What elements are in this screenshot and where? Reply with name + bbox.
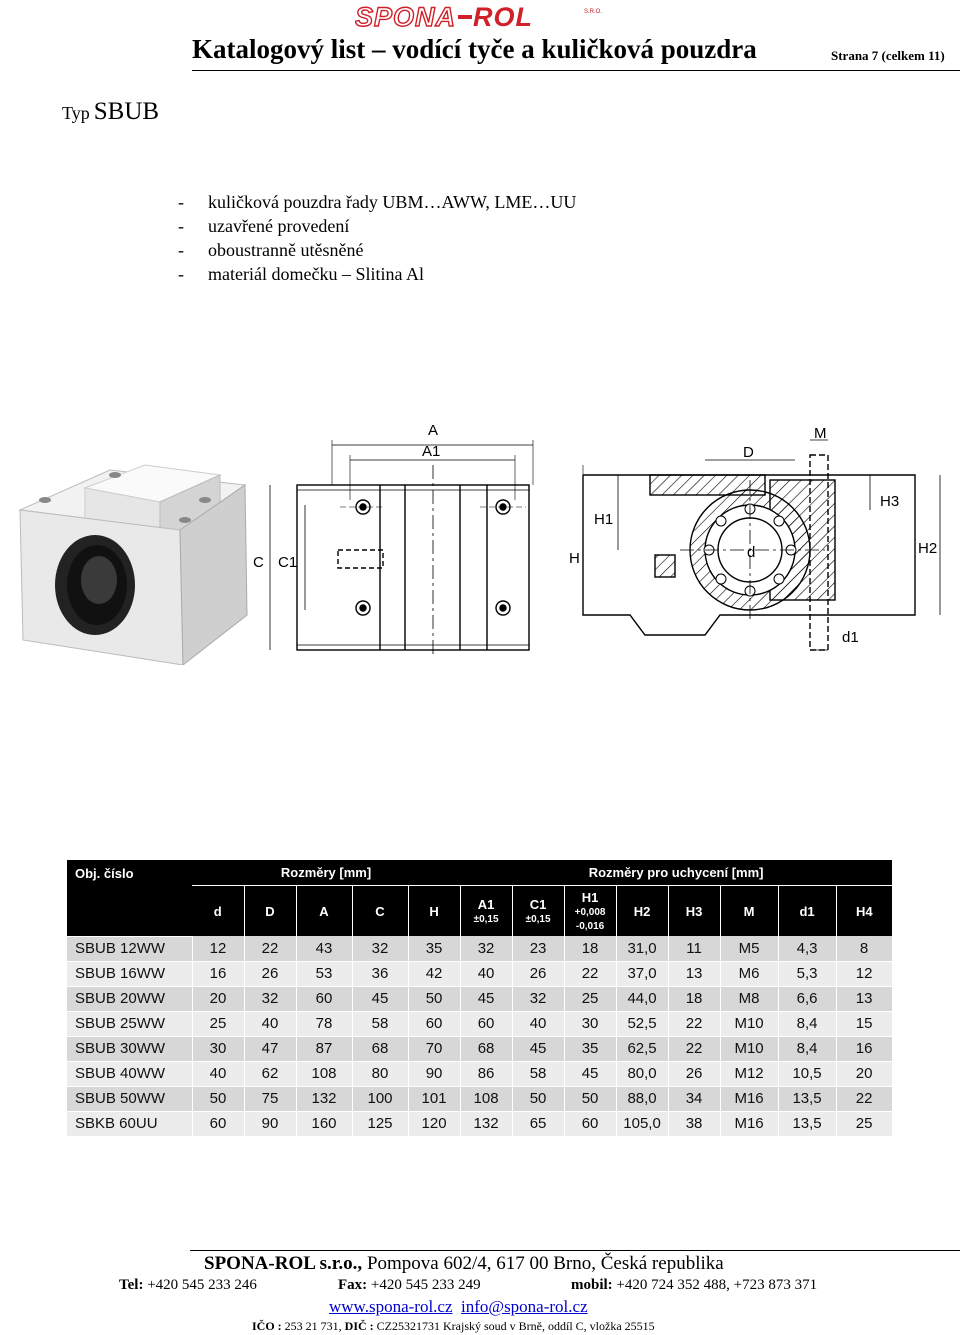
page-number: Strana 7 (celkem 11) (831, 48, 945, 63)
front-view (583, 440, 940, 650)
table-cell: 12 (836, 961, 892, 986)
column-tolerance: -0,016 (575, 920, 605, 932)
feature-item: - kuličková pouzdra řady UBM…AWW, LME…UU (178, 192, 577, 212)
table-cell: 13,5 (778, 1111, 836, 1136)
table-cell: 40 (460, 961, 512, 986)
table-cell: 30 (192, 1036, 244, 1061)
svg-text:SPONA: SPONA (355, 3, 457, 31)
table-cell: M5 (720, 936, 778, 961)
table-cell: 80 (352, 1061, 408, 1086)
table-cell: 60 (564, 1111, 616, 1136)
table-cell: 38 (668, 1111, 720, 1136)
column-header-d1: d1 (778, 886, 836, 937)
table-cell: 60 (408, 1011, 460, 1036)
feature-item: - uzavřené provedení (178, 216, 350, 236)
table-cell: 22 (836, 1086, 892, 1111)
table-cell: 22 (668, 1011, 720, 1036)
table-cell: 108 (296, 1061, 352, 1086)
column-tolerance: ±0,15 (525, 913, 551, 925)
svg-text:H3: H3 (880, 493, 900, 510)
table-cell: 60 (460, 1011, 512, 1036)
product-type-prefix: Typ (62, 103, 90, 123)
product-photo (15, 460, 250, 665)
table-cell: 58 (512, 1061, 564, 1086)
table-cell: 40 (512, 1011, 564, 1036)
table-cell: 11 (668, 936, 720, 961)
table-cell: 35 (408, 936, 460, 961)
table-cell: 45 (460, 986, 512, 1011)
table-cell: 25 (564, 986, 616, 1011)
footer-divider (190, 1250, 960, 1251)
table-cell: 5,3 (778, 961, 836, 986)
svg-text:C1: C1 (278, 554, 298, 571)
part-number-cell: SBUB 30WW (67, 1036, 192, 1061)
header-mounting-dimensions: Rozměry pro uchycení [mm] (460, 860, 892, 886)
specification-table (67, 860, 893, 1137)
table-cell: 108 (460, 1086, 512, 1111)
column-header-a1: A1 ±0,15 (460, 886, 512, 937)
table-cell: 52,5 (616, 1011, 668, 1036)
table-cell: 62,5 (616, 1036, 668, 1061)
svg-text:D: D (743, 444, 754, 461)
table-cell: 22 (668, 1036, 720, 1061)
table-cell: M16 (720, 1111, 778, 1136)
table-row (67, 961, 892, 986)
table-cell: 105,0 (616, 1111, 668, 1136)
table-cell: 88,0 (616, 1086, 668, 1111)
table-cell: 16 (192, 961, 244, 986)
table-cell: 13 (668, 961, 720, 986)
part-number-cell: SBUB 50WW (67, 1086, 192, 1111)
table-cell: 50 (512, 1086, 564, 1111)
table-cell: 60 (192, 1111, 244, 1136)
table-row (67, 1061, 892, 1086)
table-cell: 160 (296, 1111, 352, 1136)
svg-text:A1: A1 (422, 443, 441, 460)
table-cell: 22 (244, 936, 296, 961)
table-cell: 42 (408, 961, 460, 986)
table-cell: 90 (244, 1111, 296, 1136)
svg-text:H1: H1 (594, 511, 614, 528)
column-header-m: M (720, 886, 778, 937)
svg-text:C: C (253, 554, 264, 571)
table-cell: 45 (564, 1061, 616, 1086)
table-cell: 44,0 (616, 986, 668, 1011)
part-number-cell: SBKB 60UU (67, 1111, 192, 1136)
side-view (270, 440, 533, 655)
product-type (62, 98, 159, 126)
table-cell: 25 (192, 1011, 244, 1036)
table-cell: M16 (720, 1086, 778, 1111)
table-row (67, 936, 892, 961)
footer-tel: Tel: +420 545 233 246 (119, 1277, 257, 1293)
table-cell: 101 (408, 1086, 460, 1111)
table-cell: 31,0 (616, 936, 668, 961)
header-divider (192, 70, 960, 71)
table-cell: 60 (296, 986, 352, 1011)
part-number-cell: SBUB 16WW (67, 961, 192, 986)
part-number-cell: SBUB 20WW (67, 986, 192, 1011)
svg-text:H2: H2 (918, 540, 938, 557)
svg-text:A: A (428, 422, 439, 439)
table-cell: 100 (352, 1086, 408, 1111)
column-header-h4: H4 (836, 886, 892, 937)
svg-text:S.R.O.: S.R.O. (584, 9, 603, 15)
header-obj-number: Obj. číslo (67, 860, 192, 936)
table-cell: 86 (460, 1061, 512, 1086)
feature-item: - oboustranně utěsněné (178, 240, 364, 260)
table-cell: 40 (192, 1061, 244, 1086)
table-row (67, 986, 892, 1011)
table-row (67, 1011, 892, 1036)
table-cell: 58 (352, 1011, 408, 1036)
svg-text:d: d (747, 544, 756, 561)
column-header-h2: H2 (616, 886, 668, 937)
table-cell: 37,0 (616, 961, 668, 986)
table-cell: 8 (836, 936, 892, 961)
table-cell: 125 (352, 1111, 408, 1136)
table-row (67, 1036, 892, 1061)
technical-drawing (250, 420, 960, 660)
table-cell: 78 (296, 1011, 352, 1036)
table-row (67, 1086, 892, 1111)
company-logo (355, 3, 605, 31)
table-cell: 12 (192, 936, 244, 961)
table-cell: 47 (244, 1036, 296, 1061)
footer-fax: Fax: +420 545 233 249 (338, 1277, 481, 1293)
column-header-h1: H1 +0,008 -0,016 (564, 886, 616, 937)
svg-text:H: H (569, 550, 580, 567)
column-header-c1: C1 ±0,15 (512, 886, 564, 937)
table-cell: M12 (720, 1061, 778, 1086)
table-cell: 45 (352, 986, 408, 1011)
table-cell: 16 (836, 1036, 892, 1061)
table-cell: 50 (408, 986, 460, 1011)
table-cell: 75 (244, 1086, 296, 1111)
column-header-h: H (408, 886, 460, 937)
table-cell: 132 (460, 1111, 512, 1136)
part-number-cell: SBUB 12WW (67, 936, 192, 961)
table-cell: 62 (244, 1061, 296, 1086)
table-cell: M10 (720, 1036, 778, 1061)
table-cell: 68 (352, 1036, 408, 1061)
table-cell: 70 (408, 1036, 460, 1061)
header-dimensions: Rozměry [mm] (192, 860, 460, 886)
column-tolerance: ±0,15 (473, 913, 499, 925)
table-cell: 13 (836, 986, 892, 1011)
table-cell: 13,5 (778, 1086, 836, 1111)
table-cell: 20 (836, 1061, 892, 1086)
product-type-code: SBUB (93, 98, 160, 125)
table-cell: 8,4 (778, 1011, 836, 1036)
table-cell: 32 (244, 986, 296, 1011)
table-cell: 32 (352, 936, 408, 961)
table-cell: 45 (512, 1036, 564, 1061)
table-cell: 132 (296, 1086, 352, 1111)
table-cell: 6,6 (778, 986, 836, 1011)
table-cell: 120 (408, 1111, 460, 1136)
table-cell: 65 (512, 1111, 564, 1136)
table-cell: 34 (668, 1086, 720, 1111)
svg-text:M: M (814, 425, 827, 442)
table-cell: 26 (512, 961, 564, 986)
table-cell: 15 (836, 1011, 892, 1036)
table-cell: M8 (720, 986, 778, 1011)
table-cell: 18 (564, 936, 616, 961)
email-link[interactable]: info@spona-rol.cz (461, 1297, 588, 1316)
part-number-cell: SBUB 25WW (67, 1011, 192, 1036)
table-cell: 40 (244, 1011, 296, 1036)
table-cell: 23 (512, 936, 564, 961)
table-cell: 36 (352, 961, 408, 986)
table-cell: 22 (564, 961, 616, 986)
table-cell: 10,5 (778, 1061, 836, 1086)
table-cell: M10 (720, 1011, 778, 1036)
table-cell: 4,3 (778, 936, 836, 961)
table-cell: 87 (296, 1036, 352, 1061)
table-cell: 50 (564, 1086, 616, 1111)
table-cell: 35 (564, 1036, 616, 1061)
column-tolerance: +0,008 (574, 906, 606, 918)
table-cell: 32 (512, 986, 564, 1011)
feature-list (178, 190, 576, 286)
column-header-d: D (244, 886, 296, 937)
footer-links (329, 1297, 588, 1317)
table-cell: 18 (668, 986, 720, 1011)
table-cell: 32 (460, 936, 512, 961)
page-title: Katalogový list – vodící tyče a kuličková pouzdra (192, 34, 757, 64)
table-cell: M6 (720, 961, 778, 986)
column-header-d: d (192, 886, 244, 937)
table-cell: 26 (244, 961, 296, 986)
column-header-a: A (296, 886, 352, 937)
svg-text:ROL: ROL (473, 3, 533, 31)
table-cell: 25 (836, 1111, 892, 1136)
part-number-cell: SBUB 40WW (67, 1061, 192, 1086)
table-cell: 68 (460, 1036, 512, 1061)
footer-legal: IČO : 253 21 731, DIČ : CZ25321731 Krajský soud v Brně, oddíl C, vložka 25515 (252, 1319, 655, 1333)
table-row (67, 1111, 892, 1136)
column-header-h3: H3 (668, 886, 720, 937)
table-cell: 90 (408, 1061, 460, 1086)
table-cell: 80,0 (616, 1061, 668, 1086)
table-cell: 50 (192, 1086, 244, 1111)
footer-mobile: mobil: +420 724 352 488, +723 873 371 (571, 1277, 818, 1293)
table-cell: 26 (668, 1061, 720, 1086)
website-link[interactable]: www.spona-rol.cz (329, 1297, 453, 1316)
table-cell: 20 (192, 986, 244, 1011)
column-header-c: C (352, 886, 408, 937)
feature-item: - materiál domečku – Slitina Al (178, 264, 424, 284)
table-cell: 43 (296, 936, 352, 961)
table-cell: 8,4 (778, 1036, 836, 1061)
footer-company: SPONA-ROL s.r.o., Pompova 602/4, 617 00 Brno, Česká republika (204, 1253, 724, 1274)
svg-text:d1: d1 (842, 629, 859, 646)
table-cell: 53 (296, 961, 352, 986)
table-cell: 30 (564, 1011, 616, 1036)
